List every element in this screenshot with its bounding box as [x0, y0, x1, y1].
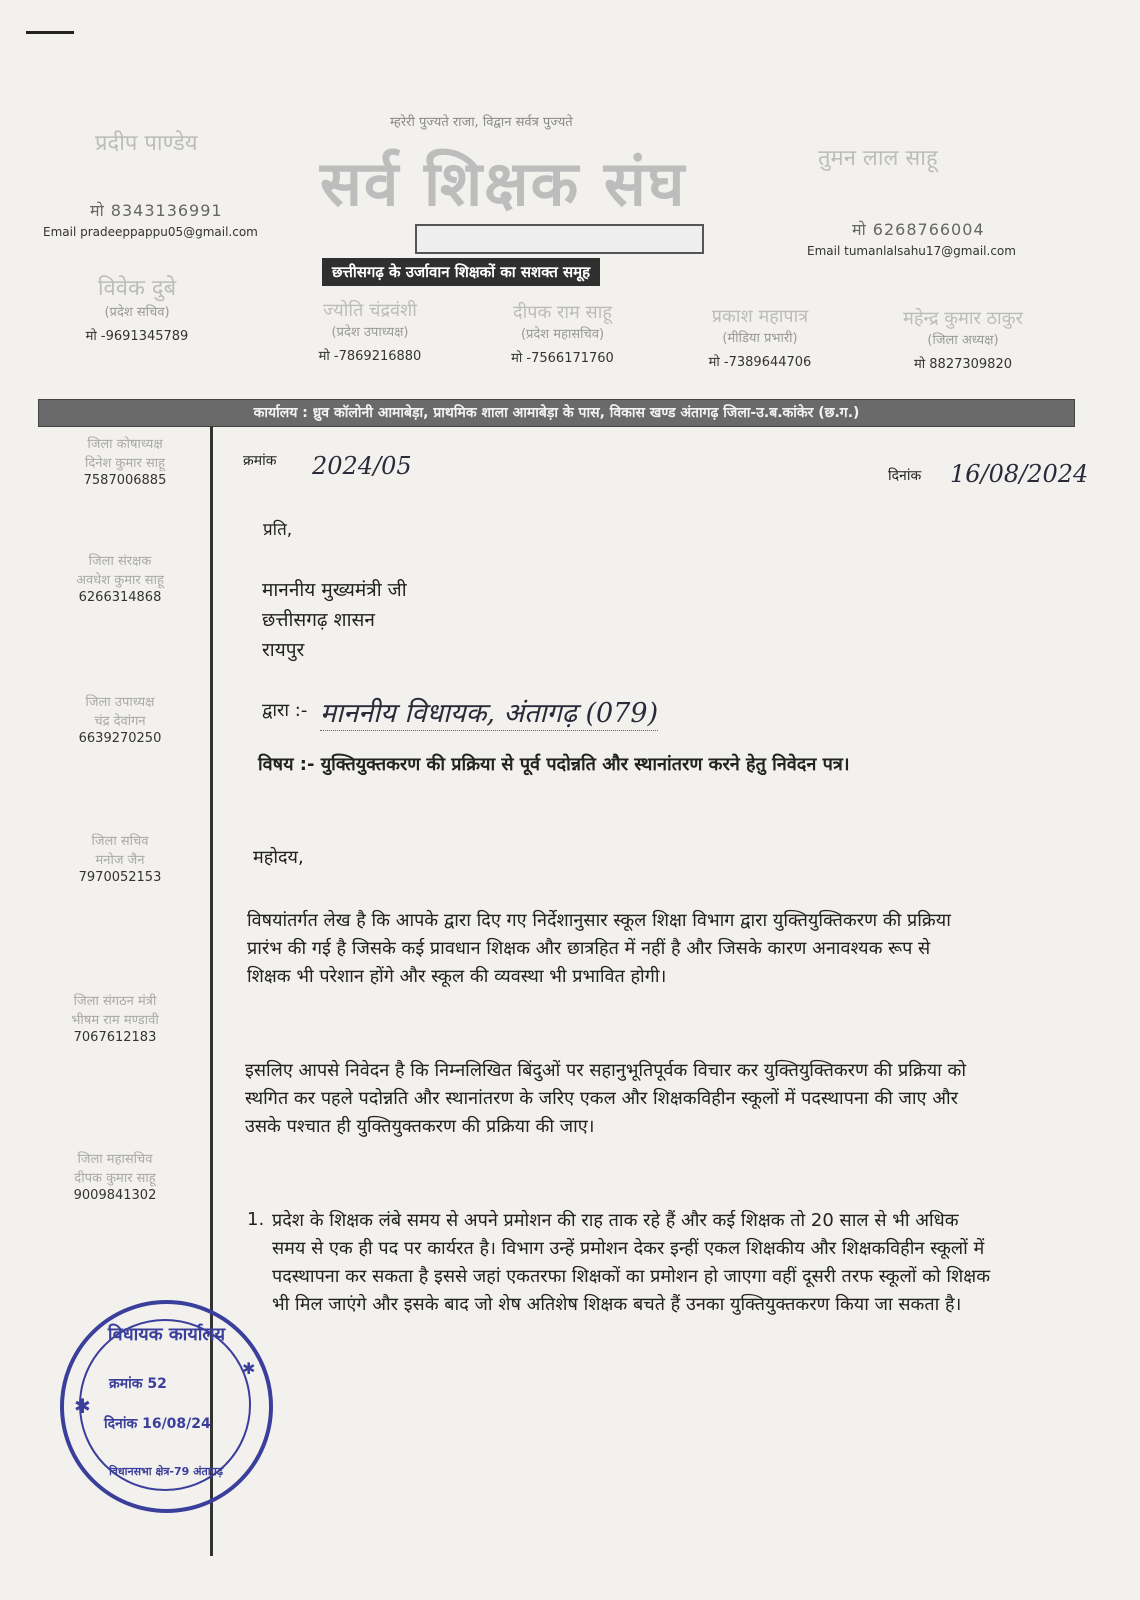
date-value: 16/08/2024 — [950, 460, 1089, 488]
bearer-phone: मो -9691345789 — [85, 329, 189, 344]
stamp-date: दिनांक 16/08/24 — [104, 1416, 211, 1432]
stamp-ref: क्रमांक 52 — [109, 1376, 167, 1392]
bearer-name: प्रकाश महापात्र — [711, 306, 809, 327]
office-bearer — [868, 306, 1058, 372]
paragraph-2: इसलिए आपसे निवेदन है कि निम्नलिखित बिंदुओं पर सहानुभूतिपूर्वक विचार कर युक्तियुक्तिकरण की प्रक्रिया को स्थगित कर पहले पदोन्नति और स्थानांतरण के जरिए एकल और शिक्षकविहीन स्कूलों में पदस्थापना की जाए और उसके पश्चात ही युक्तियुक्तकरण की प्रक्रिया की जाए। — [245, 1060, 967, 1137]
bearer-role: (प्रदेश उपाध्यक्ष) — [331, 325, 409, 340]
addressee-line: रायपुर — [262, 639, 305, 661]
sidebar-title: जिला महासचिव — [77, 1152, 153, 1167]
date-label: दिनांक — [888, 468, 922, 484]
star-icon: ✱ — [74, 1394, 91, 1418]
addressee-block — [262, 575, 407, 665]
office-bearer — [62, 272, 212, 344]
left-person-email: Email pradeeppappu05@gmail.com — [43, 225, 258, 239]
sidebar-name: दिनेश कुमार साहू — [84, 456, 166, 471]
right-person-name: तुमन लाल साहू — [818, 146, 938, 171]
stamp-footer: विधानसभा क्षेत्र-79 अंतागढ़ — [108, 1465, 224, 1478]
bearer-name: विवेक दुबे — [97, 276, 177, 301]
bearer-phone: मो 8827309820 — [914, 357, 1012, 372]
ref-value: 2024/05 — [312, 452, 412, 480]
left-person-phone: मो 8343136991 — [90, 201, 223, 220]
addressee-line: छत्तीसगढ़ शासन — [262, 609, 375, 631]
ref-label: क्रमांक — [243, 453, 277, 469]
sidebar-title: जिला कोषाध्यक्ष — [87, 437, 163, 452]
sidebar-title: जिला संरक्षक — [88, 554, 152, 569]
bearer-name: ज्योति चंद्रवंशी — [323, 300, 417, 321]
sidebar-entry — [35, 693, 205, 746]
left-person-name: प्रदीप पाण्डेय — [95, 131, 198, 156]
bearer-role: (प्रदेश महासचिव) — [520, 327, 605, 342]
sidebar-phone: 7970052153 — [78, 870, 162, 885]
right-person-phone: मो 6268766004 — [852, 220, 985, 239]
stamp-title: विधायक कार्यालय — [107, 1324, 226, 1345]
bearer-role: (जिला अध्यक्ष) — [927, 333, 999, 348]
mla-office-stamp — [60, 1300, 273, 1513]
sidebar-title: जिला सचिव — [91, 834, 149, 849]
to-line: प्रति, — [263, 520, 293, 540]
right-person-email: Email tumanlalsahu17@gmail.com — [807, 244, 1016, 258]
via-value: माननीय विधायक, अंतागढ़ (079) — [320, 693, 658, 731]
sidebar-phone: 7067612183 — [73, 1030, 157, 1045]
point-1-number: 1. — [247, 1209, 265, 1230]
sidebar-entry — [40, 435, 210, 488]
bearer-role: (मीडिया प्रभारी) — [722, 331, 798, 346]
sidebar-name: मनोज जैन — [95, 853, 145, 868]
sidebar-phone: 7587006885 — [83, 473, 167, 488]
paragraph-1: विषयांतर्गत लेख है कि आपके द्वारा दिए गए निर्देशानुसार स्कूल शिक्षा विभाग द्वारा युक्तियुक्तिकरण की प्रक्रिया प्रारंभ की गई है जिसके कई प्रावधान शिक्षक और छात्रहित में नहीं है और जिसके कारण अनावश्यक रूप से शिक्षक भी परेशान होंगे और स्कूल की व्यवस्था भी प्रभावित होगी। — [247, 910, 951, 987]
motto: म्हरेरी पुज्यते राजा, विद्वान सर्वत्र पुज्यते — [390, 115, 573, 130]
addressee-line: माननीय मुख्यमंत्री जी — [262, 579, 407, 601]
sidebar-phone: 6639270250 — [78, 731, 162, 746]
sidebar-name: अवधेश कुमार साहू — [76, 573, 164, 588]
registration-box — [415, 224, 704, 254]
bearer-phone: मो -7389644706 — [708, 355, 812, 370]
office-bearer — [480, 300, 645, 366]
tagline-banner: छत्तीसगढ़ के उर्जावान शिक्षकों का सशक्त समूह — [322, 258, 600, 286]
via-label: द्वारा :- — [262, 700, 308, 721]
sidebar-phone: 6266314868 — [78, 590, 162, 605]
sidebar-name: चंद्र देवांगन — [94, 714, 146, 729]
office-address-bar: कार्यालय : ध्रुव कॉलोनी आमाबेड़ा, प्राथमिक शाला आमाबेड़ा के पास, विकास खण्ड अंतागढ़ जिला-उ.ब.कांकेर (छ.ग.) — [38, 399, 1075, 427]
sidebar-entry — [35, 832, 205, 885]
sidebar-title: जिला संगठन मंत्री — [73, 994, 157, 1009]
office-bearer — [290, 298, 450, 364]
point-1-text: प्रदेश के शिक्षक लंबे समय से अपने प्रमोशन की राह ताक रहे हैं और कई शिक्षक तो 20 साल से भी अधिक समय से एक ही पद पर कार्यरत है। विभाग उन्हें प्रमोशन देकर इन्हीं एकल शिक्षकीय और शिक्षकविहीन स्कूलों में पदस्थापना कर सकता है इससे जहां एकतरफा शिक्षकों का प्रमोशन हो जाएगा वहीं दूसरी तरफ स्कूलों को शिक्षक भी मिल जाएंगे और इसके बाद जो शेष अतिशेष शिक्षक बचते हैं उनका युक्तियुक्तकरण किया जा सकता है। — [272, 1210, 991, 1315]
star-icon: ✱ — [242, 1359, 256, 1378]
sidebar-entry — [30, 1150, 200, 1203]
salutation: महोदय, — [253, 847, 304, 868]
sidebar-entry — [30, 992, 200, 1045]
sidebar-name: भीषम राम मण्डावी — [71, 1013, 159, 1028]
bearer-role: (प्रदेश सचिव) — [104, 305, 170, 320]
sidebar-phone: 9009841302 — [73, 1188, 157, 1203]
subject: विषय :- युक्तियुक्तकरण की प्रक्रिया से पूर्व पदोन्नति और स्थानांतरण करने हेतु निवेदन पत्र। — [258, 754, 850, 775]
sidebar-name: दीपक कुमार साहू — [74, 1171, 156, 1186]
bearer-phone: मो -7566171760 — [511, 351, 614, 366]
bearer-phone: मो -7869216880 — [318, 349, 422, 364]
sidebar-entry — [35, 552, 205, 605]
office-bearer — [675, 304, 845, 370]
bearer-name: महेन्द्र कुमार ठाकुर — [903, 308, 1023, 329]
bearer-name: दीपक राम साहू — [513, 302, 612, 323]
sidebar-title: जिला उपाध्यक्ष — [85, 695, 155, 710]
org-name: सर्व शिक्षक संघ — [320, 147, 687, 220]
corner-mark — [26, 31, 74, 34]
